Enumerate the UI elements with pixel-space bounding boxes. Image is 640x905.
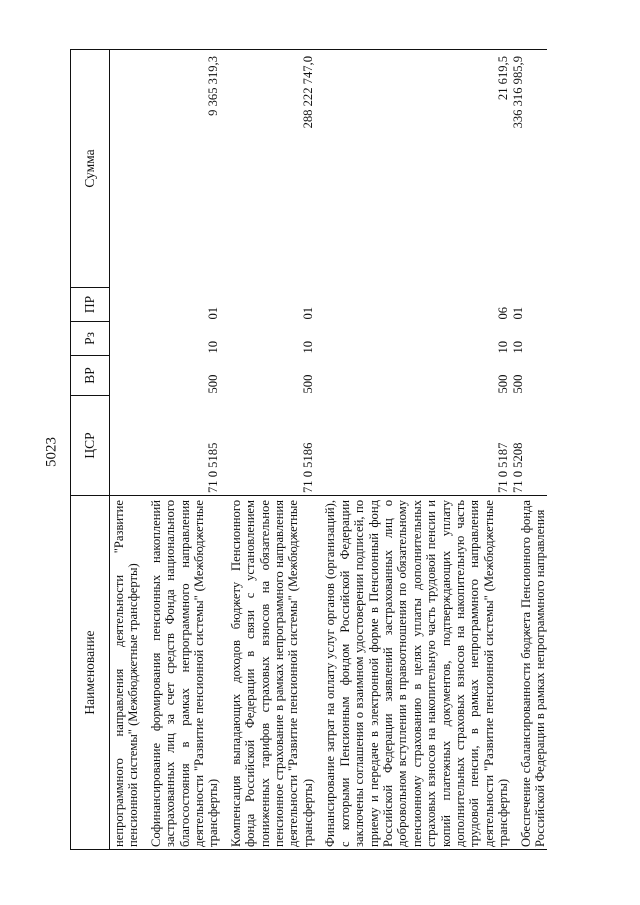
budget-table-rotated (70, 50, 615, 850)
row-pr: 01 (510, 306, 525, 320)
row-pr: 06 (496, 306, 511, 320)
table-row (315, 50, 510, 850)
row-pr (110, 288, 141, 322)
header-pr: ПР (71, 288, 110, 322)
row-csr: 71 0 5208 (510, 442, 525, 493)
row-name: непрограммного направления деятельности "Развитие пенсионной системы" (Межбюджетные трансферты) (110, 496, 141, 850)
row-sum: 288 222 747,0 (221, 50, 315, 288)
row-rz: 10 (206, 340, 221, 354)
row-csr: 71 0 5185 (206, 442, 221, 493)
row-name: Софинансирование формирования пенсионных накоплений застрахованных лиц за счет средств Фонда национального благосостояния в рамках непрограммного направления деятельности "Развитие пенсионной системы" (Межбюджетные трансферты) (141, 496, 221, 850)
row-csr: 71 0 5186 (300, 442, 315, 493)
table-row (511, 50, 548, 850)
row-vr (110, 356, 141, 396)
row-pr: 01 (300, 306, 315, 320)
table-header-row (71, 50, 110, 850)
row-sum: 21 619,5 (315, 50, 510, 288)
row-sum: 9 365 319,3 (141, 50, 221, 288)
row-vr: 500 (496, 374, 511, 394)
header-vr: ВР (71, 356, 110, 396)
row-sum (110, 50, 141, 288)
row-name: Обеспечение сбалансированности бюджета Пенсионного фонда Российской Федерации в рамках непрограммного направления (511, 496, 548, 850)
row-vr: 500 (206, 374, 221, 394)
row-sum: 336 316 985,9 (511, 50, 548, 288)
header-rz: Рз (71, 322, 110, 356)
row-vr: 500 (510, 374, 525, 394)
table-row (141, 50, 221, 850)
row-name: Финансирование затрат на оплату услуг органов (организаций), с которыми Пенсионным фондом Российской Федерации заключены соглашения о взаимном удостоверении подписей, по приему и передаче в электронной форме в Пенсионный фонд Российской Федерации заявлений застрахованных лиц о добровольном вступлении в правоотношения по обязательному пенсионному страхованию в целях уплаты дополнительных страховых взносов на накопительную часть трудовой пенсии и копий платежных документов, подтверждающих уплату дополнительных страховых взносов на накопительную часть трудовой пенсии, в рамках непрограммного направления деятельности "Развитие пенсионной системы" (Межбюджетные трансферты) (315, 496, 510, 850)
row-csr: 71 0 5187 (496, 442, 511, 493)
table-row (110, 50, 141, 850)
row-csr (110, 396, 141, 496)
row-rz: 10 (300, 340, 315, 354)
header-name: Наименование (71, 496, 110, 850)
header-csr: ЦСР (71, 396, 110, 496)
row-rz: 10 (496, 340, 511, 354)
row-rz (110, 322, 141, 356)
row-vr: 500 (300, 374, 315, 394)
header-sum: Сумма (71, 50, 110, 288)
table-row (221, 50, 315, 850)
page-number: 5023 (43, 437, 60, 467)
row-pr: 01 (206, 306, 221, 320)
budget-table (70, 49, 547, 850)
row-rz: 10 (510, 340, 525, 354)
row-name: Компенсация выпадающих доходов бюджету Пенсионного фонда Российской Федерации в связи с установлением пониженных тарифов страховых взносов на обязательное пенсионное страхование в рамках непрограммного направления деятельности "Развитие пенсионной системы" (Межбюджетные трансферты) (221, 496, 315, 850)
